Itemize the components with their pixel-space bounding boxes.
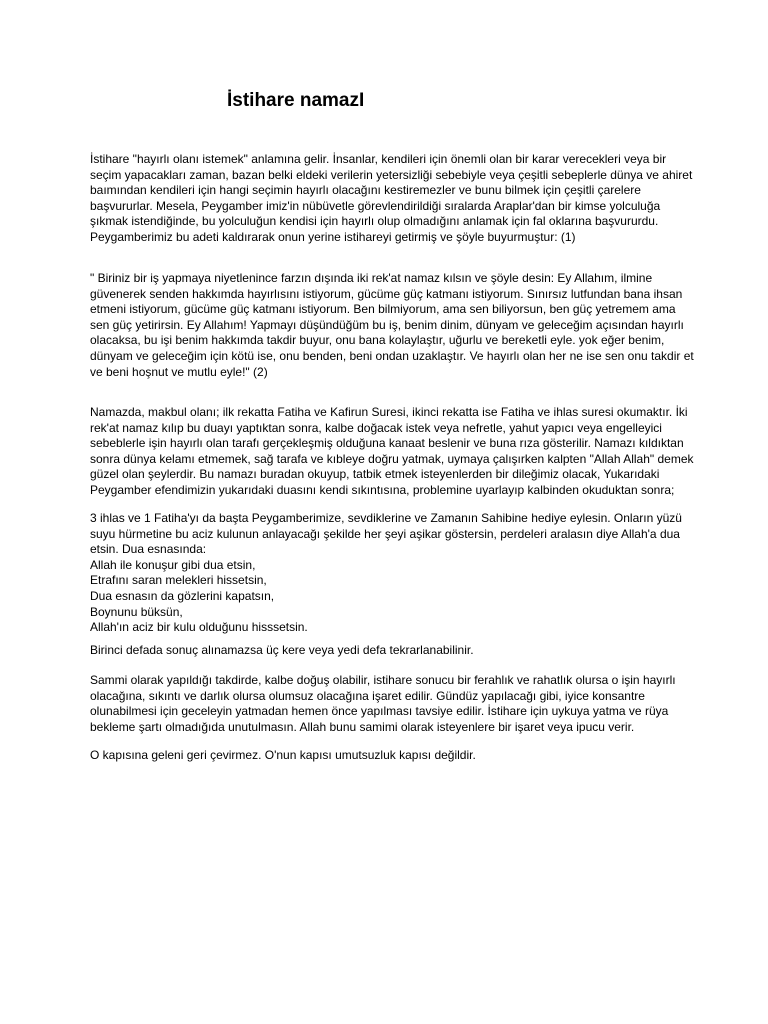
paragraph-line: baımından kendileri için hangi seçimin hayırlı olacağını kestiremezler ve bunu bilmek için çeşitli çarelere <box>90 183 641 198</box>
paragraph-line: başvururlar. Mesela, Peygamber imiz'in nübüvetle görevlendirildiği sıralarda Araplar'dan bir kimse yolculuğa <box>90 198 661 213</box>
paragraph-line: olacağına, sıkıntı ve darlık olursa olumsuz olacağına işaret edilir. Gündüz yapılacağı gibi, iyice konsantre <box>90 688 645 703</box>
paragraph-line: " Biriniz bir iş yapmaya niyetlenince farzın dışında iki rek'at namaz kılsın ve şöyle desin: Ey Allahım, ilmine <box>90 271 653 285</box>
paragraph-line: olunabilmesi için geceleyin yatmadan hemen önce yapılması tavsiye edilir. İstihare için uykuya yatma ve rüya <box>90 704 669 719</box>
paragraph-line: O kapısına geleni geri çevirmez. O'nun kapısı umutsuzluk kapısı değildir. <box>90 748 476 762</box>
paragraph-line: Peygamberimiz bu adeti kaldırarak onun yerine istihareyi getirmiş ve şöyle buyurmuştur: (1) <box>90 229 576 244</box>
paragraph-5 <box>90 643 690 659</box>
paragraph-line: bekleme şartı olmadığıda unutulmasın. Allah bunu samimi olarak isteyenlere bir işaret veya ipucu verir. <box>90 719 635 734</box>
paragraph-line: ve beni hoşnut ve mutlu eyle!" (2) <box>90 364 268 379</box>
paragraph-line: seçim yapacakları zaman, bazan belki eldeki verilerin yetersizliği sebebiyle veya çeşitli sebeplerle dünya ve ahiret <box>90 167 693 182</box>
paragraph-line: sen güç yetirirsin. Ey Allahım! Yapmayı düşündüğüm bu iş, benim dinim, dünyam ve geleceğim açısından hayırlı <box>90 317 684 332</box>
paragraph-line: sebeblerle işin hayırlı olan tarafı gerçekleşmiş olduğuna kanaat beslenir ve buna rıza gösterilir. Namazı kıldıktan <box>90 436 684 451</box>
paragraph-3 <box>90 405 694 499</box>
paragraph-line: dünyam ve geleceğim için kötü ise, onu benden, beni ondan uzaklaştır. Ve hayırlı olan her ne ise sen onu takdir et <box>90 348 694 363</box>
paragraph-7 <box>90 748 690 764</box>
paragraph-line: İstihare "hayırlı olanı istemek" anlamına gelir. İnsanlar, kendileri için önemli olan bir karar verecekleri veya bir <box>90 152 667 166</box>
paragraph-line: rek'at namaz kılıp bu duayı yaptıktan sonra, kalbe doğacak istek veya nefretle, yahut yapıcı veya engelleyici <box>90 420 662 435</box>
paragraph-1 <box>90 152 693 246</box>
paragraph-2 <box>90 271 694 380</box>
paragraph-line: Dua esnasın da gözlerini kapatsın, <box>90 588 275 603</box>
paragraph-line: Allah ile konuşur gibi dua etsin, <box>90 557 256 572</box>
paragraph-line: Boynunu büksün, <box>90 604 183 619</box>
paragraph-6 <box>90 673 690 735</box>
paragraph-line: Namazda, makbul olanı; ilk rekatta Fatiha ve Kafirun Suresi, ikinci rekatta ise Fatiha ve ihlas suresi okumaktır. İki <box>90 405 688 419</box>
paragraph-line: güvenerek senden hakkımda hayırlısını istiyorum, gücüme güç katmanı istiyorum. Sınırsız lutfundan bana ihsan <box>90 286 683 301</box>
page-title: İstihare namazI <box>227 90 365 111</box>
paragraph-line: şıkmak istendiğinde, bu yolculuğun kendisi için hayırlı olup olmadığını anlamak için fal oklarına başvururdu. <box>90 214 659 229</box>
paragraph-line: Peygamber efendimizin yukarıdaki duasını kendi sıkıntısına, problemine uyarlayıp kalbinden okuduktan sonra; <box>90 482 675 497</box>
paragraph-line: etmeni istiyorum, gücüme güç katmanı istiyorum. Ben bilmiyorum, ama sen biliyorsun, ben güç yetremem ama <box>90 302 676 317</box>
paragraph-line: sonra dünya kelamı etmemek, sağ tarafa ve kıbleye doğru yatmak, uymaya çalışırken kalpten "Allah Allah" demek <box>90 451 694 466</box>
paragraph-line: Etrafını saran melekleri hissetsin, <box>90 573 267 588</box>
paragraph-line: Birinci defada sonuç alınamazsa üç kere veya yedi defa tekrarlanabilinir. <box>90 643 474 657</box>
paragraph-line: Allah'ın aciz bir kulu olduğunu hisssetsin. <box>90 620 308 635</box>
paragraph-line: 3 ihlas ve 1 Fatiha'yı da başta Peygamberimize, sevdiklerine ve Zamanın Sahibine hediye eylesin. Onların yüzü <box>90 511 682 525</box>
paragraph-line: suyu hürmetine bu aciz kulunun anlayacağı şekilde her şeyi aşikar göstersin, perdeleri aralasın diye Allah'a dua <box>90 526 680 541</box>
paragraph-line: Sammi olarak yapıldığı takdirde, kalbe doğuş olabilir, istihare sonucu bir ferahlık ve rahatlık olursa o işin hayırlı <box>90 673 676 687</box>
paragraph-line: olacaksa, bu işi benim hakkımda takdir buyur, onu bana kolaylaştır, uğurlu ve bereketli eyle. yok eğer benim, <box>90 333 665 348</box>
paragraph-line: etsin. Dua esnasında: <box>90 542 207 557</box>
paragraph-4 <box>90 511 690 636</box>
paragraph-line: güzel olan şeylerdir. Bu namazı buradan okuyup, tatbik etmek isteyenlerden bir dileğimiz olacak, Yukarıdaki <box>90 467 660 482</box>
